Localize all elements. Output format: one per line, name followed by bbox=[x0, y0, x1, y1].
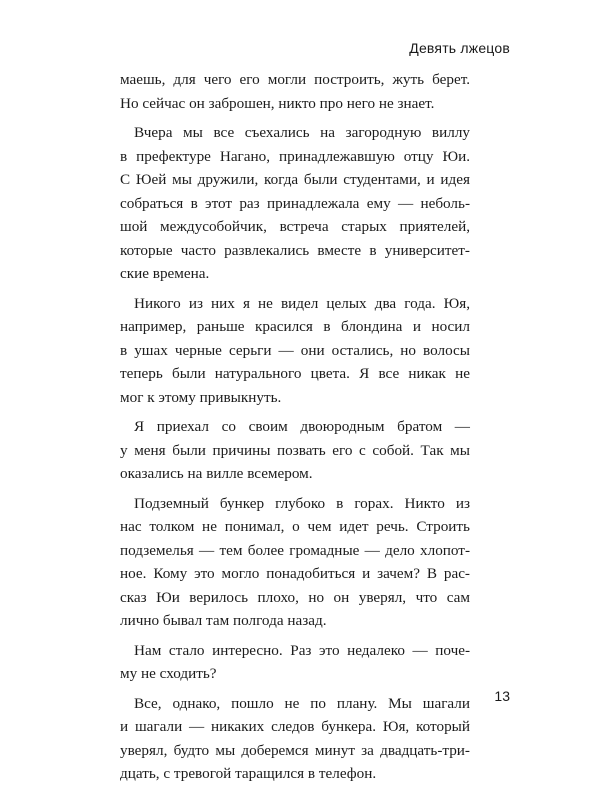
text-line: Все, однако, пошло не по плану. Мы шагали bbox=[134, 694, 470, 712]
text-line: Никого из них я не видел целых два года. Юя, bbox=[134, 294, 470, 312]
text-line: маешь, для чего его могли построить, жуть берет. bbox=[120, 71, 470, 88]
text-line: у меня были причины позвать его с собой. Так мы bbox=[120, 441, 470, 459]
text-line: подземелья — тем более громадные — дело хлопот- bbox=[120, 541, 470, 559]
text-line: нас толком не понимал, о чем идет речь. Строить bbox=[120, 518, 470, 535]
text-line: в префектуре Нагано, принадлежавшую отцу Юи. bbox=[120, 147, 470, 165]
paragraph bbox=[120, 492, 470, 633]
text-line: сказ Юи верилось плохо, но он уверял, что сам bbox=[120, 588, 470, 606]
body-text bbox=[120, 68, 470, 792]
text-line: в ушах черные серьги — они остались, но волосы bbox=[120, 341, 470, 359]
text-line: уверял, будто мы доберемся минут за двадцать-три- bbox=[120, 741, 470, 759]
paragraph bbox=[120, 68, 470, 115]
paragraph bbox=[120, 415, 470, 486]
text-line: собраться в этот раз принадлежала ему — неболь- bbox=[120, 194, 470, 212]
text-line: мог к этому привыкнуть. bbox=[120, 388, 282, 406]
text-line: ное. Кому это могло понадобиться и зачем? В рас- bbox=[120, 565, 470, 582]
page-number: 13 bbox=[494, 688, 510, 704]
text-line: и шагали — никаких следов бункера. Юя, который bbox=[120, 718, 470, 735]
text-line: ские времена. bbox=[120, 265, 210, 282]
paragraph bbox=[120, 639, 470, 686]
text-line: оказались на вилле всемером. bbox=[120, 465, 313, 482]
text-line: которые часто развлекались вместе в университет- bbox=[120, 241, 470, 259]
text-line: шой междусобойчик, встреча старых приятелей, bbox=[120, 218, 470, 235]
text-line: С Юей мы дружили, когда были студентами, и идея bbox=[120, 171, 470, 188]
text-line: Но сейчас он заброшен, никто про него не знает. bbox=[120, 94, 435, 112]
paragraph bbox=[120, 121, 470, 286]
running-title: Девять лжецов bbox=[409, 40, 510, 56]
paragraph bbox=[120, 692, 470, 786]
text-line: му не сходить? bbox=[120, 665, 217, 682]
text-line: теперь были натурального цвета. Я все никак не bbox=[120, 365, 470, 382]
text-line: дцать, с тревогой таращился в телефон. bbox=[120, 765, 377, 782]
text-line: Подземный бункер глубоко в горах. Никто из bbox=[134, 494, 470, 512]
text-line: Я приехал со своим двоюродным братом — bbox=[134, 418, 470, 435]
text-line: Нам стало интересно. Раз это недалеко — поче- bbox=[134, 641, 470, 659]
text-line: Вчера мы все съехались на загородную виллу bbox=[134, 124, 470, 141]
text-line: например, раньше красился в блондина и носил bbox=[120, 318, 470, 335]
text-line: лично бывал там полгода назад. bbox=[120, 612, 327, 629]
paragraph bbox=[120, 292, 470, 410]
